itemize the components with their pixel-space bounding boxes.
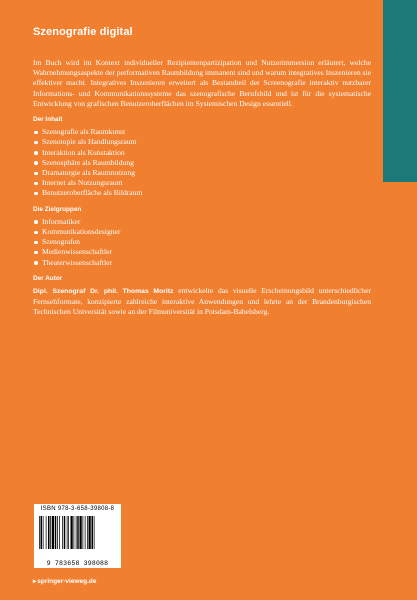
website-label: springer-vieweg.de: [37, 578, 97, 585]
barcode-bar: [74, 516, 75, 549]
barcode-bar: [62, 516, 63, 549]
list-item: Theaterwissenschaftler: [33, 258, 371, 268]
barcode-bar: [57, 516, 58, 549]
isbn-barcode: [34, 504, 121, 568]
zielgruppen-heading: Die Zielgruppen: [33, 205, 82, 213]
list-item: Szenografen: [33, 237, 371, 247]
inhalt-heading: Der Inhalt: [33, 116, 63, 124]
list-item: Internet als Nutzungsraum: [33, 178, 371, 188]
autor-paragraph: [33, 286, 371, 318]
barcode-bar: [76, 516, 77, 549]
barcode-bar: [85, 516, 86, 549]
barcode-bar: [48, 516, 50, 549]
barcode-bar: [94, 516, 95, 549]
barcode-bar: [55, 516, 57, 549]
barcode-bar: [67, 516, 68, 549]
list-item: Kommunikationsdesigner: [33, 227, 371, 237]
barcode-bar: [39, 516, 40, 549]
barcode-bar: [52, 516, 54, 549]
barcode-bar: [92, 516, 94, 549]
barcode-digits: 9 783658 398088: [46, 560, 109, 567]
autor-heading: Der Autor: [33, 274, 63, 282]
publisher-website[interactable]: [33, 577, 97, 585]
accent-bar: [383, 0, 417, 182]
list-item: Szenosphäre als Raumbildung: [33, 158, 371, 168]
list-item: Benutzeroberfläche als Bildraum: [33, 188, 371, 198]
zielgruppen-list: [33, 217, 371, 268]
list-item: Szenografie als Raumkunst: [33, 127, 371, 137]
barcode-bar: [43, 516, 44, 549]
barcode-bar: [41, 516, 43, 549]
barcode-bar: [71, 516, 73, 549]
arrow-right-icon: ▸: [33, 578, 37, 585]
author-bio: entwickelte das visuelle Erscheinungsbild unterschiedlicher Fernsehformate, konzipierte zahlreiche interaktive Anwendungen und lehrte an der Brandenburgischen Technischen Universität sowie an der Filmuniversität in Potsdam-Babelsberg.: [33, 286, 371, 317]
list-item: Medienwissenschaftler: [33, 247, 371, 257]
book-title: Szenografie digital: [33, 26, 133, 38]
back-cover-content: [33, 58, 371, 318]
list-item: Szenotopie als Handlungsraum: [33, 137, 371, 147]
barcode-bar: [64, 516, 66, 549]
barcode-bar: [89, 516, 91, 549]
author-name: Dipl. Szenograf Dr. phil. Thomas Moritz: [33, 288, 174, 296]
barcode-bar: [87, 516, 88, 549]
barcode-bar: [77, 516, 79, 549]
barcode-bars: [39, 516, 116, 556]
barcode-bar: [83, 516, 84, 549]
barcode-bar: [68, 516, 69, 549]
isbn-label: ISBN 978-3-658-39808-8: [40, 506, 115, 512]
barcode-bar: [50, 516, 51, 549]
blurb-text: Im Buch wird im Kontext individueller Rezipientenpartizipation und Nutzerimmersion erläutert, welche Wahrnehmungsaspekte der performativen Raumbildung immanent sind und warum integratives Inszenieren sie effektiver macht. Integratives Inszenieren erweitert als Bestandteil der Screenografie interaktiv nutzbarer Informations- und Kommunikationssysteme das szenografische Berufsbild und ist für die systematische Entwicklung von grafischen Benutzeroberflächen im Systemischen Design essentiell.: [33, 58, 371, 108]
inhalt-list: [33, 127, 371, 198]
barcode-bar: [59, 516, 60, 549]
list-item: Informatiker: [33, 217, 371, 227]
list-item: Interaktion als Kunstaktion: [33, 148, 371, 158]
list-item: Dramaturgie als Raumnutzung: [33, 168, 371, 178]
barcode-bar: [80, 516, 82, 549]
barcode-bar: [46, 516, 47, 549]
